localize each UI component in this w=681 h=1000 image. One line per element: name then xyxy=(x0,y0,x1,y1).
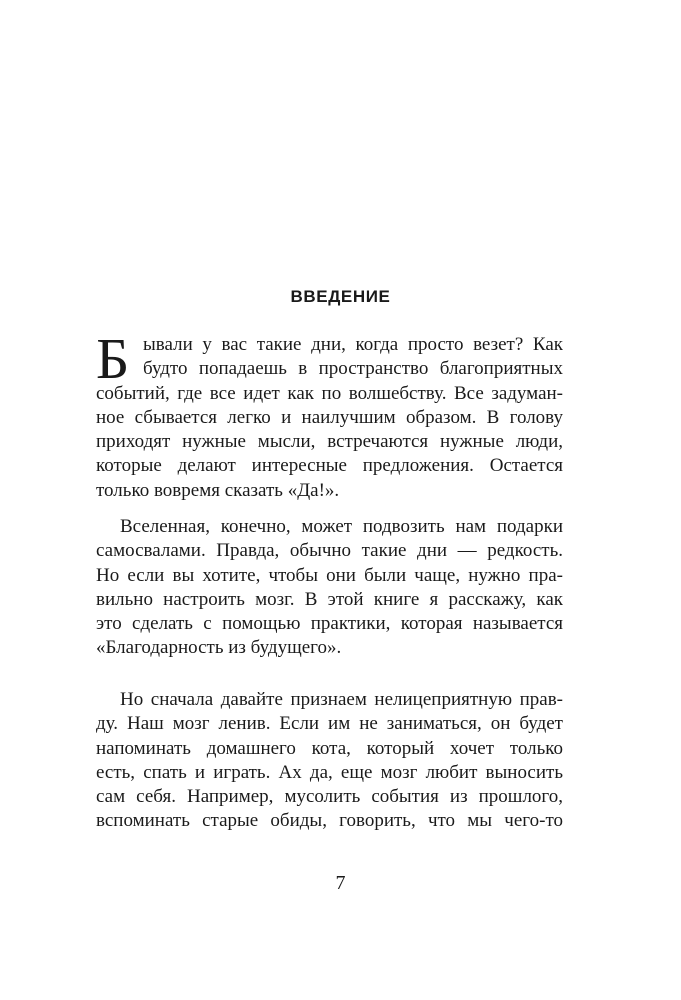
paragraph-3-line-3: напоминать домашнего кота, который хочет только xyxy=(96,737,563,759)
paragraph-2-line-5: это сделать с помощью практики, которая называется xyxy=(96,613,563,635)
paragraph-3-line-6: вспоминать старые обиды, говорить, что мы чего-то xyxy=(96,810,563,832)
paragraph-1 xyxy=(96,326,563,503)
paragraph-1-line-5: приходят нужные мысли, встречаются нужные люди, xyxy=(96,431,563,453)
paragraph-1-line-3: событий, где все идет как по волшебству. Все задуман- xyxy=(96,382,563,404)
paragraph-2-line-3: Но если вы хотите, чтобы они были чаще, нужно пра- xyxy=(96,564,563,586)
drop-cap: Б xyxy=(96,326,130,391)
paragraph-3-line-4: есть, спать и играть. Ах да, еще мозг любит выносить xyxy=(96,761,563,783)
paragraph-2 xyxy=(96,515,563,661)
paragraph-2-line-1: Вселенная, конечно, может подвозить нам подарки xyxy=(120,516,563,537)
paragraph-1-line-7: только вовремя сказать «Да!». xyxy=(96,479,340,501)
paragraph-1-line-6: которые делают интересные предложения. Остается xyxy=(96,455,563,477)
paragraph-2-line-2: самосвалами. Правда, обычно такие дни — редкость. xyxy=(96,540,563,562)
chapter-title: ВВЕДЕНИЕ xyxy=(290,287,391,306)
paragraph-3-line-1: Но сначала давайте признаем нелицеприятную прав- xyxy=(120,689,563,710)
paragraph-2-line-4: вильно настроить мозг. В этой книге я расскажу, как xyxy=(96,588,563,610)
paragraph-1-line-2: будто попадаешь в пространство благоприятных xyxy=(143,358,563,380)
paragraph-1-line-4: ное сбывается легко и наилучшим образом. В голову xyxy=(96,406,563,428)
paragraph-1-line-1: ывали у вас такие дни, когда просто везет? Как xyxy=(143,334,563,355)
page-number: 7 xyxy=(335,872,346,894)
paragraph-3-line-2: ду. Наш мозг ленив. Если им не заниматься, он будет xyxy=(96,713,563,735)
paragraph-2-line-6: «Благодарность из будущего». xyxy=(96,637,342,659)
paragraph-3 xyxy=(96,688,563,834)
paragraph-3-line-5: сам себя. Например, мусолить события из прошлого, xyxy=(96,786,563,808)
drop-cap-block xyxy=(96,326,563,391)
